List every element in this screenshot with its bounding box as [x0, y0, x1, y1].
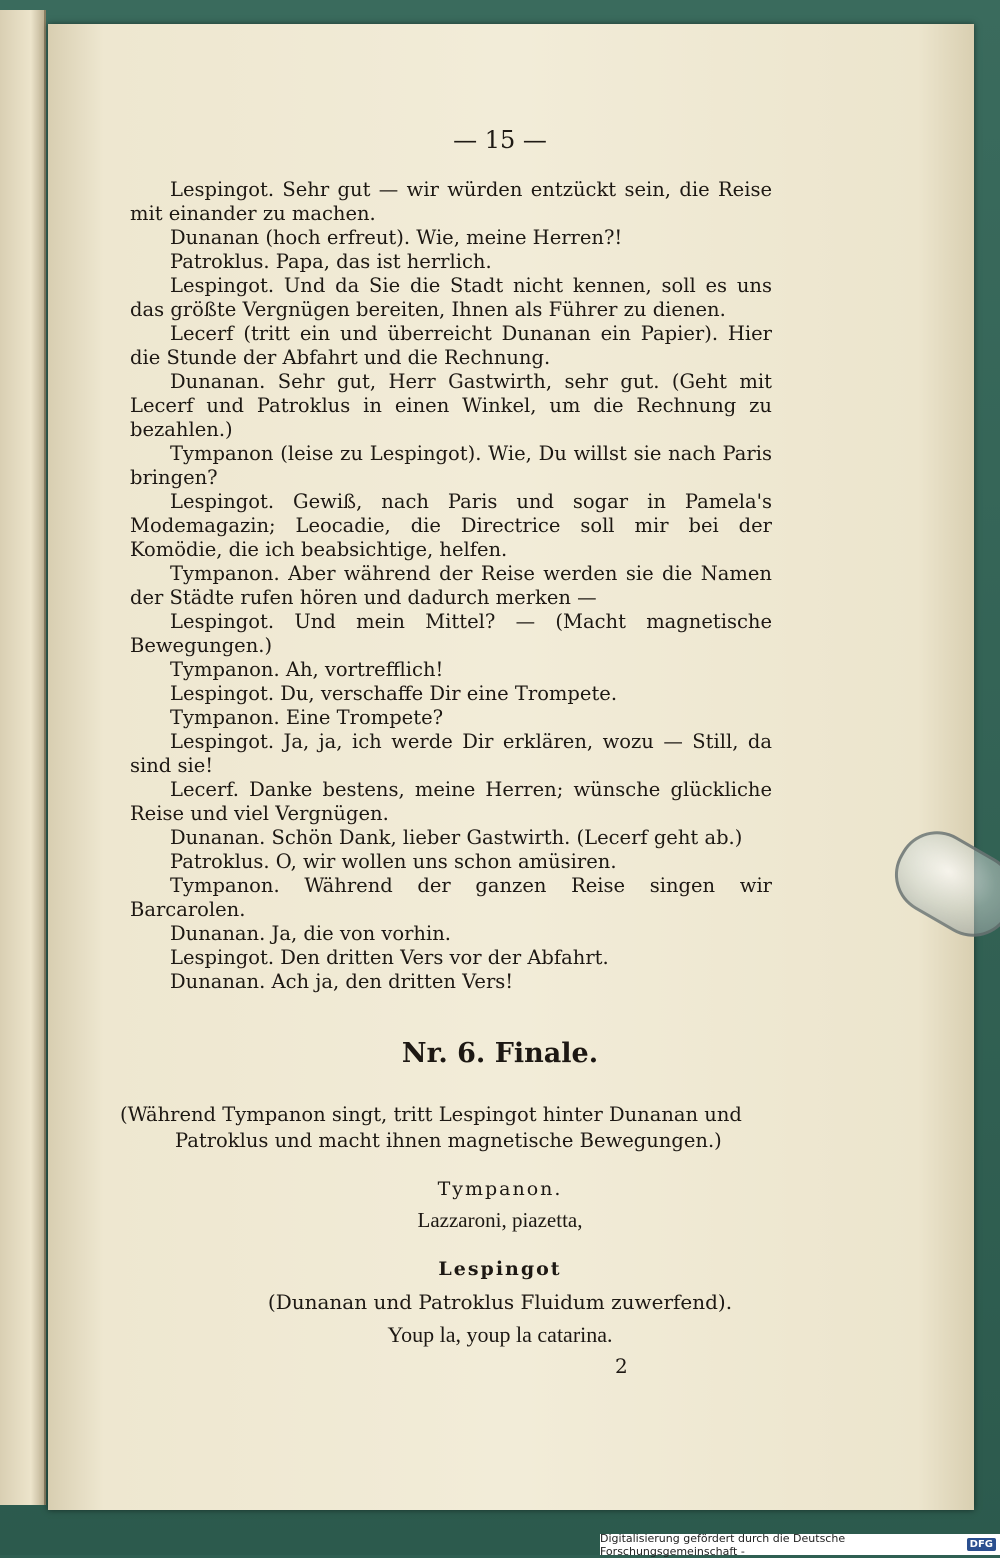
stage-direction: (Dunanan und Patroklus Fluidum zuwerfend). — [267, 1290, 733, 1314]
dialogue-line: Dunanan (hoch erfreut). Wie, meine Herren?! — [170, 226, 623, 249]
dialogue-line: Dunanan. Schön Dank, lieber Gastwirth. (Lecerf geht ab.) — [170, 826, 743, 849]
footer-bar — [600, 1531, 1000, 1558]
dialogue-line: Lespingot. Den dritten Vers vor der Abfahrt. — [170, 946, 609, 969]
lyric-line: Youp la, youp la catarina. — [387, 1322, 613, 1347]
dialogue-line: Tympanon. Während der ganzen Reise singen wir Barcarolen. — [130, 874, 772, 921]
dialogue-line: Tympanon. Ah, vortrefflich! — [170, 658, 444, 681]
signature-mark: 2 — [615, 1354, 628, 1378]
dialogue-line: Dunanan. Ja, die von vorhin. — [170, 922, 451, 945]
dialogue-line: Tympanon. Aber während der Reise werden sie die Namen der Städte rufen hören und dadurch merken — — [130, 562, 772, 609]
dialogue-line: Tympanon (leise zu Lespingot). Wie, Du willst sie nach Paris bringen? — [130, 442, 772, 489]
dialogue-line: Tympanon. Eine Trompete? — [170, 706, 444, 729]
dialogue-line: Lespingot. Du, verschaffe Dir eine Trompete. — [170, 682, 618, 705]
speaker-name: Lespingot — [438, 1258, 562, 1280]
dialogue-line: Lecerf (tritt ein und überreicht Dunanan ein Papier). Hier die Stunde der Abfahrt und die Rechnung. — [130, 322, 772, 369]
dialogue-line: Lespingot. Und mein Mittel? — (Macht magnetische Bewegungen.) — [130, 610, 772, 657]
speaker-name: Tympanon. — [437, 1178, 563, 1200]
funding-notice: Digitalisierung gefördert durch die Deutsche Forschungsgemeinschaft - — [600, 1531, 846, 1558]
dialogue-line: Dunanan. Ach ja, den dritten Vers! — [170, 970, 514, 993]
dialogue-line: Patroklus. Papa, das ist herrlich. — [170, 250, 492, 273]
finale-heading: Nr. 6. Finale. — [401, 1038, 599, 1069]
dialogue-line: Patroklus. O, wir wollen uns schon amüsiren. — [170, 850, 617, 873]
stage-direction-line: (Während Tympanon singt, tritt Lespingot hinter Dunanan und — [120, 1103, 742, 1126]
dialogue-line: Lecerf. Danke bestens, meine Herren; wünsche glückliche Reise und viel Vergnügen. — [130, 778, 772, 825]
previous-page-edge — [0, 10, 46, 1505]
dialogue-line: Lespingot. Sehr gut — wir würden entzückt sein, die Reise mit einander zu machen. — [130, 178, 772, 225]
dialogue-text — [130, 178, 772, 994]
lyric-line: Lazzaroni, piazetta, — [417, 1208, 583, 1232]
stage-direction — [120, 1102, 775, 1154]
dialogue-line: Lespingot. Und da Sie die Stadt nicht kennen, soll es uns das größte Vergnügen bereiten, Ihnen als Führer zu dienen. — [130, 274, 772, 321]
dialogue-line: Lespingot. Ja, ja, ich werde Dir erklären, wozu — Still, da sind sie! — [130, 730, 772, 777]
dialogue-line: Lespingot. Gewiß, nach Paris und sogar in Pamela's Modemagazin; Leocadie, die Directrice soll mir bei der Komödie, die ich beabsichtige, helfen. — [130, 490, 772, 561]
page-number: — 15 — — [453, 126, 547, 154]
dfg-logo: DFG — [967, 1538, 996, 1551]
dialogue-line: Dunanan. Sehr gut, Herr Gastwirth, sehr gut. (Geht mit Lecerf und Patroklus in einen Winkel, um die Rechnung zu bezahlen.) — [130, 370, 772, 441]
stage-direction-line: Patroklus und macht ihnen magnetische Bewegungen.) — [175, 1129, 722, 1152]
